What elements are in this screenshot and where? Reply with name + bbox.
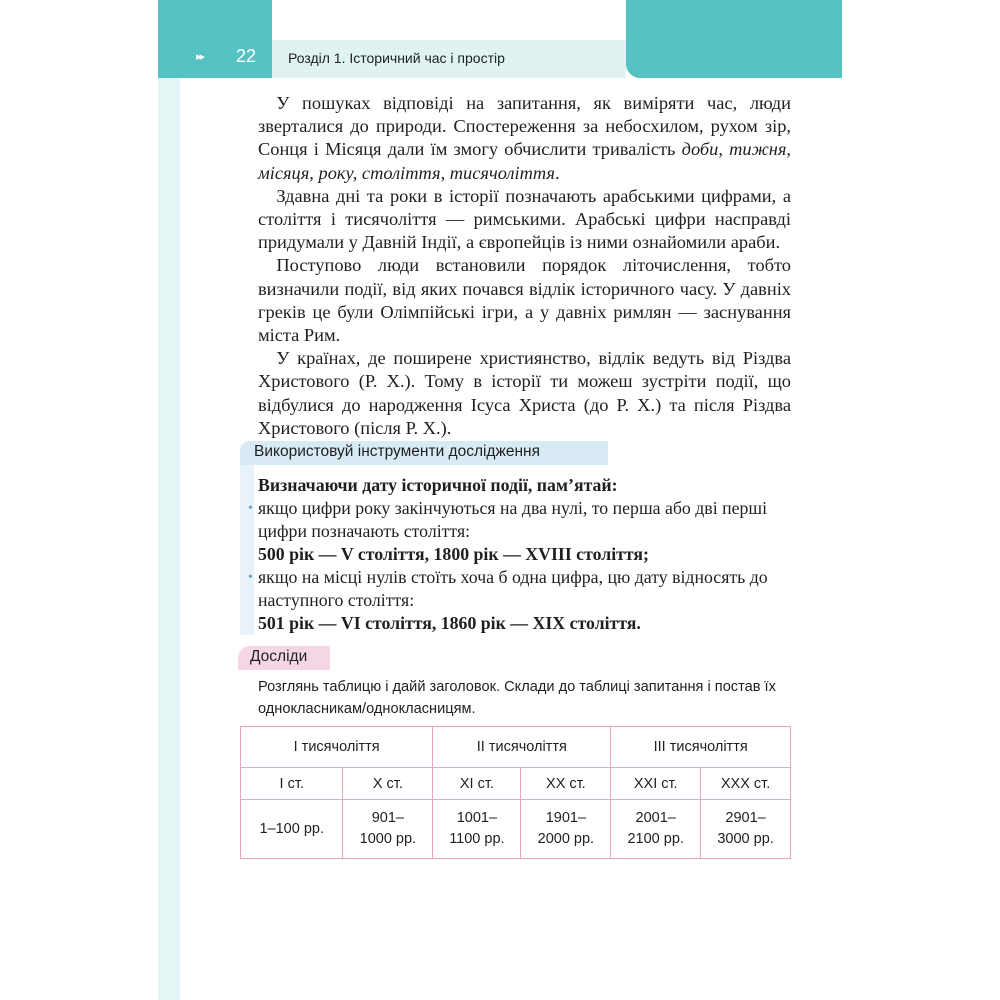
years-line: 1100 рр. (449, 831, 505, 847)
table-cell-century: XXX ст. (701, 768, 791, 800)
header-right-block (626, 0, 842, 78)
page-number: 22 (236, 46, 257, 66)
paragraph-1-text: У пошуках відповіді на запитання, як виміряти час, люди зверталися до природи. Спостереження за небосхилом, рухом зір, Сонця і Місяця дали їм змогу обчислити тривалість (258, 93, 791, 160)
years-line: 3000 рр. (717, 831, 774, 847)
table-cell-millennium: II тисячоліття (433, 727, 611, 768)
table-cell-millennium: III тисячоліття (611, 727, 791, 768)
years-line: 2001– (635, 810, 676, 826)
table-cell-years (521, 800, 611, 859)
table-cell-century: X ст. (343, 768, 433, 800)
paragraph-1 (258, 92, 791, 185)
years-line: 2100 рр. (627, 831, 684, 847)
paragraph-1-italic: доби, тижня, місяця, року, століття, тисячоліття (258, 139, 792, 183)
paragraph-2-text: Здавна дні та роки в історії позначають арабськими цифрами, а століття і тисячоліття — римськими. Арабські цифри насправді придумали у Давній Індії, а європейців із ними ознайомили араби. (258, 185, 791, 253)
research-title: Досліди (250, 648, 308, 665)
paragraph-1-end: . (554, 162, 560, 183)
table-cell-years (433, 800, 521, 859)
table-row (241, 800, 791, 859)
millennia-table (240, 726, 791, 859)
research-text: Розглянь таблицю і дайй заголовок. Склади до таблиці запитання і постав їх однокласникам/однокласницям. (258, 679, 776, 717)
table-cell-years (343, 800, 433, 859)
main-text (258, 92, 791, 440)
tools-lead: Визначаючи дату історичної події, пам’ятай: (258, 475, 618, 495)
paragraph-4 (258, 347, 791, 440)
years-line: 1901– (545, 810, 587, 826)
table-row (241, 768, 791, 800)
table-cell-century: XX ст. (521, 768, 611, 800)
years-line: 2901– (725, 810, 766, 826)
paragraph-2 (258, 185, 791, 255)
table-cell-years (611, 800, 701, 859)
years-line: 901– (371, 810, 404, 826)
tools-body (258, 474, 792, 635)
table-row (241, 727, 791, 768)
table-cell-century: I ст. (241, 768, 343, 800)
tools-example-1: 500 рік — V століття, 1800 рік — XVIII століття; (258, 544, 649, 564)
years-line: 1000 рр. (359, 831, 417, 847)
left-margin-strip (158, 78, 180, 1000)
tools-example-2: 501 рік — VI століття, 1860 рік — XIX століття. (258, 613, 641, 633)
tools-bullet-2: • якщо на місці нулів стоїть хоча б одна цифра, цю дату відносять до наступного століття: (258, 566, 792, 612)
tools-bullet-1: • якщо цифри року закінчуються на два нулі, то перша або дві перші цифри позначають століття: (258, 497, 792, 543)
paragraph-3-text: Поступово люди встановили порядок літочислення, тобто визначили події, від яких почався відлік історичного часу. У давніх греків це були Олімпійські ігри, а у давніх римлян — заснування міста Рим. (258, 255, 791, 346)
tools-title: Використовуй інструменти дослідження (254, 443, 540, 460)
table-cell-century: XI ст. (433, 768, 521, 800)
years-line: 1001– (456, 810, 498, 826)
table-cell-century: XXI ст. (611, 768, 701, 800)
paragraph-3 (258, 254, 791, 347)
section-title: Розділ 1. Історичний час і простір (288, 50, 505, 66)
table-cell-millennium: I тисячоліття (241, 727, 433, 768)
years-line: 2000 рр. (537, 831, 595, 847)
paragraph-4-text: У країнах, де поширене християнство, відлік ведуть від Різдва Христового (Р. Х.). Тому в історії ти можеш зустріти події, що відбулися до народження Ісуса Христа (до Р. Х.) та після Різдва Христового (після Р. Х.). (258, 348, 791, 438)
table-cell-years (701, 800, 791, 859)
table-cell-years (241, 800, 343, 859)
years-line: 1–100 рр. (259, 820, 324, 837)
double-arrow-icon: ▸▸ (196, 51, 204, 63)
